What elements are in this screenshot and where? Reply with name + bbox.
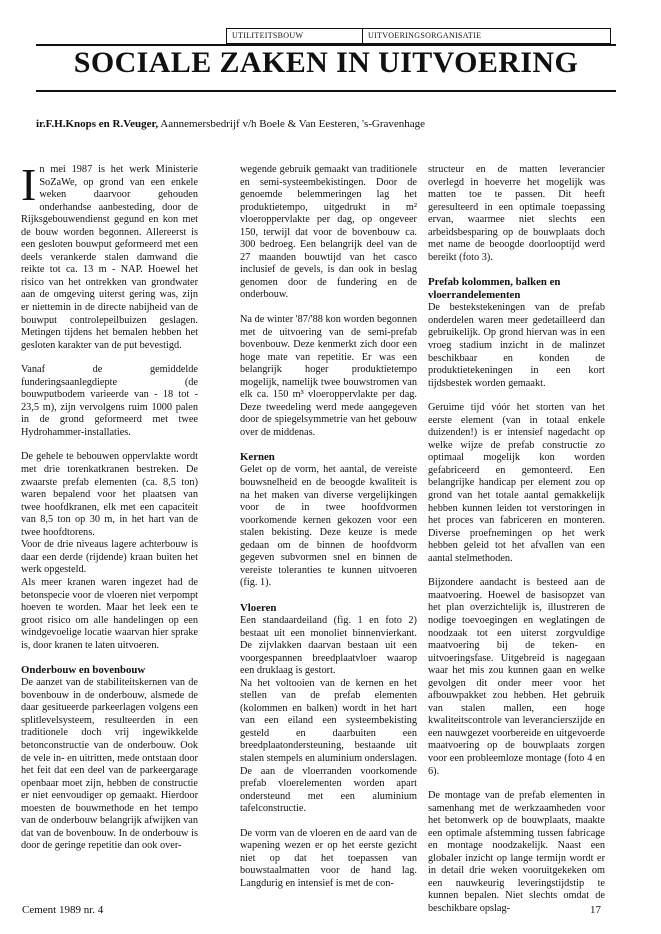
- section-heading: Vloeren: [240, 601, 277, 614]
- paragraph: De aanzet van de stabiliteitskernen van de bovenbouw in de onderbouw, alsmede de daar gesitueerde parkeerlagen volgens een splitlevelsysteem, resulteerden in een traditionele doch vrij ingewikkelde betonconstructie van de onderbouw. Ook de vele in- en uitritten, mede ontstaan door het feit dat een deel van de parkeergarage openbaar moet zijn, hebben de constructie er niet eenvoudiger op gemaakt. Hierdoor moesten de bouwmethode en het tempo van de onderbouw belangrijk afwijken van dat van de bovenbouw. In de onderbouw is door de geringe repetitie dan ook over-: [21, 677, 198, 852]
- author-names: ir.F.H.Knops en R.Veuger,: [36, 118, 159, 130]
- paragraph: Na de winter '87/'88 kon worden begonnen met de uitvoering van de semi-prefab bovenbouw. Deze kenmerkt zich door een hoge mate van repetitie. Er was een belangrijk hoger produktietempo mogelijk, namelijk twee bouwstromen van elk ca. 150 m³ vloeroppervlakte per dag. Deze tweedeling werd mede aangegeven door de spiegelsymmetrie van het gebouw over de middenas.: [240, 314, 417, 438]
- paragraph: wegende gebruik gemaakt van traditionele en semi-systeembekistingen. Door de genoemde belemmeringen lag het produktietempo, uitgedrukt in m² vloeroppervlakte per dag, op ongeveer 150, terwijl dat voor de bovenbouw ca. 300 bedroeg. Een belangrijk deel van de 27 maanden bouwtijd van het casco inclusief de gevels, is dan ook in beslag genomen door de fundering en de onderbouw.: [240, 164, 417, 301]
- title-rule: [36, 90, 616, 92]
- paragraph: Bijzondere aandacht is besteed aan de maatvoering. Hoewel de basisopzet van het plan overzichtelijk is, illustreren de nodige toevoegingen en weglatingen de noodzaak tot een uiterst zorgvuldige maatvoering bij de teken- en uitvoeringsfase. Uitgebreid is nagegaan waar het mis zou kunnen gaan en welke gevolgen dit onder meer voor het afbouwpakket zou hebben. Het gebruik van stalen mallen, een hoge kwaliteitscontrole van leverancierszijde en een nauwgezet voorbereide en uitgevoerde maatvoering op de bouwplaats zorgen voor een probleemloze montage (foto 4 en 6).: [428, 577, 605, 777]
- column-2: [240, 164, 417, 890]
- article-title: SOCIALE ZAKEN IN UITVOERING: [73, 46, 579, 79]
- section-header: [226, 28, 611, 44]
- section-heading: Kernen: [240, 451, 275, 464]
- column-1: [21, 159, 198, 853]
- paragraph: De montage van de prefab elementen in samenhang met de werkzaamheden voor het betonwerk op de bouwplaats, maakte een optimale afstemming tussen fabricage en montage noodzakelijk. Naast een globaler inzicht op lange termijn wordt er in detail drie weken vooruitgekeken om een nauwkeurig leveringstijdstip te kunnen bepalen. Niet slechts omdat de beschikbare opslag-: [428, 790, 605, 914]
- paragraph: Voor de drie niveaus lagere achterbouw is daar een derde (rijdende) kraan buiten het werk opgesteld.: [21, 539, 198, 576]
- drop-cap: I: [21, 159, 37, 210]
- paragraph: Een standaardeiland (fig. 1 en foto 2) bestaat uit een monoliet binnenvierkant. De zijvlakken daarvan bestaan uit een voorgespannen breedplaatvloer waarop een druklaag is gestort.: [240, 614, 417, 677]
- paragraph: Gelet op de vorm, het aantal, de vereiste bouwsnelheid en de beoogde kwaliteit is na het maken van diverse vergelijkingen voor de in twee hoofdvormen voorkomende kernen gekozen voor een stalen bekisting. Deze keuze is mede gedaan om de binnen de hoofdvorm gegeven subvormen snel en binnen de vereiste toleranties te kunnen uitvoeren (fig. 1).: [240, 464, 417, 589]
- page-number: 17: [590, 904, 601, 916]
- paragraph: Geruime tijd vóór het storten van het eerste element (van in totaal enkele duizenden!) is er intensief nagedacht op welke wijze de prefab constructie zo optimaal mogelijk kon worden gefabriceerd en gemonteerd. Een belangrijke handicap per element zou op grond van het totale aantal gemakkelijk hebben kunnen leiden tot verstoringen in het proces van fabriceren en monteren. Diverse proefnemingen op het werk hebben geleid tot het afvallen van een aantal stelmethoden.: [428, 402, 605, 564]
- paragraph: De gehele te bebouwen oppervlakte wordt met drie torenkatkranen bestreken. De zwaarste prefab elementen (ca. 8,5 ton) waren bepalend voor het plaatsen van twee hoofdkranen, elk met een capaciteit van 8,5 ton op 30 m, in het hart van de twee hoofdtorens.: [21, 451, 198, 538]
- column-3: [428, 164, 605, 916]
- section-label-left: UTILITEITSBOUW: [227, 29, 363, 43]
- author-affiliation: Aannemersbedrijf v/h Boele & Van Eesteren, 's-Gravenhage: [158, 118, 426, 130]
- journal-footer: Cement 1989 nr. 4: [22, 904, 104, 916]
- paragraph: Na het voltooien van de kernen en het stellen van de prefab elementen (kolommen en balken) wordt in het hart van een eiland een systeembekisting gesteld en daarbuiten een breedplaatondersteuning, bestaande uit stalen stempels en aluminium onderslagen. De aan de vloerranden voorkomende prefab vloerelementen worden apart ondersteund met een aluminium tafelconstructie.: [240, 677, 418, 815]
- paragraph: De bestekstekeningen van de prefab onderdelen waren meer gedetailleerd dan gebruikelijk. Op grond hiervan was in een vroeg stadium inzicht in de malinzet beschikbaar en konden de produktietekeningen in een kort tijdsbestek worden gemaakt.: [428, 302, 605, 389]
- paragraph: De vorm van de vloeren en de aard van de wapening wezen er op het eerste gezicht niet op dat het toepassen van bouwstaalmatten voor de hand lag. Langdurig en intensief is met de con-: [240, 827, 417, 889]
- author-line: [36, 118, 425, 130]
- section-label-right: UITVOERINGSORGANISATIE: [368, 31, 482, 40]
- section-heading: Prefab kolommen, balken en vloerrandelementen: [428, 276, 561, 302]
- section-heading: Onderbouw en bovenbouw: [21, 664, 146, 677]
- paragraph: Als meer kranen waren ingezet had de betonspecie voor de vloeren niet verpompt hoeven te worden. Maar het leek een te groot risico om alle handelingen op een windgevoelige locatie waarvan hier sprake is, door kranen te laten uitvoeren.: [21, 576, 198, 651]
- paragraph: Vanaf de gemiddelde funderingsaanlegdiepte (de bouwputbodem varieerde van - 18 tot - 23,5 m), zijn vervolgens ruim 1000 palen in de grond geformeerd met twee Hydrohammer-installaties.: [21, 364, 198, 438]
- paragraph: structeur en de matten leverancier overlegd in hoeverre het mogelijk was matten toe te passen. Dit heeft geresulteerd in een optimale toepassing ervan, waarmee niet slechts een arbeidsbesparing op de bouwplaats doch met name de beoogde doorlooptijd werd bereikt (foto 3).: [428, 164, 605, 263]
- paragraph: n mei 1987 is het werk Ministerie SoZaWe, op grond van een enkele weken daarvoor gehouden onderhandse aanbesteding, door de Rijksgebouwendienst gegund en kon met de bouw worden begonnen. Allereerst is een gesloten bouwput geformeerd met een deels verankerde stalen damwand die reikte tot ca. 13 m - NAP. Hoewel het risico van het ontrekken van grondwater aan de omgeving uiterst gering was, zijn er niettemin in de directe nabijheid van de bouwput controlepeilbuizen geslagen. Metingen tijdens het bemalen hebben het gesloten karakter van de put bevestigd.: [21, 164, 198, 351]
